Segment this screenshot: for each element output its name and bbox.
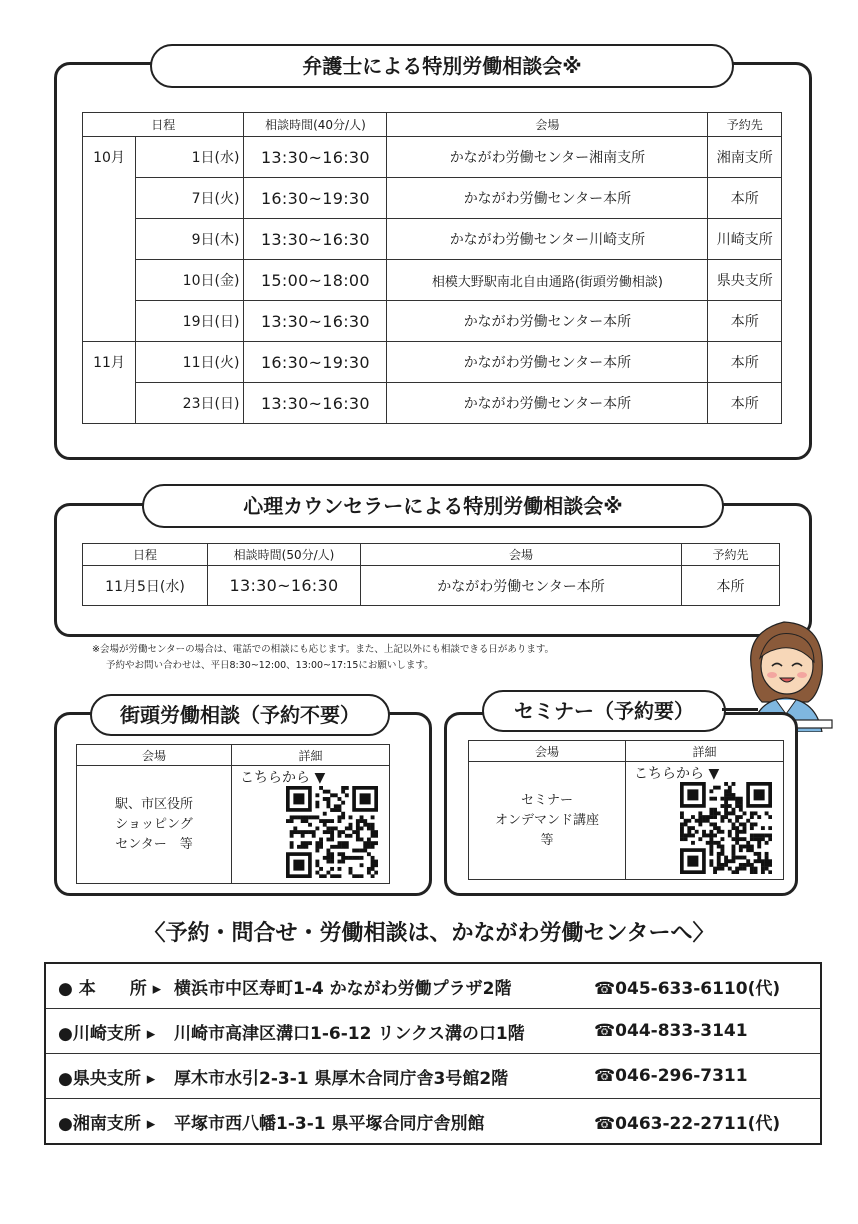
lawyer-schedule-table bbox=[82, 112, 782, 424]
office-name: ● 本 所 ▸ bbox=[58, 978, 162, 999]
office-phone[interactable]: ☎045-633-6110(代) bbox=[594, 978, 781, 999]
street-venue-line: ショッピング bbox=[115, 816, 193, 832]
col-venue: 会場 bbox=[361, 544, 682, 566]
office-address: 横浜市中区寿町1-4 かながわ労働プラザ2階 bbox=[174, 978, 512, 999]
contact-heading: 〈予約・問合せ・労働相談は、かながわ労働センターへ〉 bbox=[143, 921, 715, 946]
time-cell: 13:30~16:30 bbox=[244, 383, 387, 424]
office-row bbox=[46, 1099, 820, 1143]
venue-cell: かながわ労働センター本所 bbox=[387, 342, 708, 383]
table-row bbox=[83, 260, 782, 301]
month-cell: 10月 bbox=[83, 137, 136, 342]
table-row bbox=[83, 178, 782, 219]
street-venue-cell bbox=[77, 766, 232, 884]
office-address: 厚木市水引2-3-1 県厚木合同庁舎3号館2階 bbox=[174, 1068, 509, 1089]
day-cell: 1日(水) bbox=[136, 137, 244, 178]
time-cell: 13:30~16:30 bbox=[244, 137, 387, 178]
table-row bbox=[83, 137, 782, 178]
month-cell: 11月 bbox=[83, 342, 136, 424]
venue-cell: かながわ労働センター川崎支所 bbox=[387, 219, 708, 260]
time-cell: 13:30~16:30 bbox=[208, 566, 361, 606]
street-qr-code[interactable] bbox=[286, 786, 378, 878]
counselor-consultation-title: 心理カウンセラーによる特別労働相談会※ bbox=[142, 484, 724, 528]
table-row bbox=[83, 566, 780, 606]
day-cell: 19日(日) bbox=[136, 301, 244, 342]
office-name: ●湘南支所 ▸ bbox=[58, 1113, 156, 1134]
street-venue-line: 駅、市区役所 bbox=[114, 796, 193, 812]
office-name: ●川崎支所 ▸ bbox=[58, 1023, 156, 1044]
day-cell: 11月5日(水) bbox=[83, 566, 208, 606]
office-phone[interactable]: ☎0463-22-2711(代) bbox=[594, 1113, 781, 1134]
reserve-cell: 湘南支所 bbox=[708, 137, 782, 178]
lawyer-consultation-title: 弁護士による特別労働相談会※ bbox=[150, 44, 734, 88]
col-reserve: 予約先 bbox=[708, 113, 782, 137]
note-line-2: 予約やお問い合わせは、平日8:30~12:00、13:00~17:15にお願いします。 bbox=[106, 660, 434, 671]
reserve-cell: 本所 bbox=[708, 178, 782, 219]
table-row bbox=[83, 342, 782, 383]
office-name: ●県央支所 ▸ bbox=[58, 1068, 156, 1089]
reserve-cell: 県央支所 bbox=[708, 260, 782, 301]
col-time: 相談時間(40分/人) bbox=[244, 113, 387, 137]
col-reserve: 予約先 bbox=[682, 544, 780, 566]
venue-cell: かながわ労働センター本所 bbox=[387, 383, 708, 424]
col-venue: 会場 bbox=[77, 745, 232, 766]
office-list bbox=[44, 962, 822, 1145]
day-cell: 11日(火) bbox=[136, 342, 244, 383]
table-row bbox=[83, 383, 782, 424]
seminar-venue-line: オンデマンド講座 bbox=[494, 812, 599, 828]
reserve-cell: 川崎支所 bbox=[708, 219, 782, 260]
col-time: 相談時間(50分/人) bbox=[208, 544, 361, 566]
col-venue: 会場 bbox=[469, 741, 626, 762]
day-cell: 10日(金) bbox=[136, 260, 244, 301]
time-cell: 16:30~19:30 bbox=[244, 342, 387, 383]
seminar-connector-line bbox=[722, 708, 758, 711]
col-venue: 会場 bbox=[387, 113, 708, 137]
seminar-venue-cell bbox=[469, 762, 626, 880]
reserve-cell: 本所 bbox=[708, 342, 782, 383]
seminar-venue-line: セミナー bbox=[520, 792, 573, 808]
table-row bbox=[83, 219, 782, 260]
street-link-text[interactable]: こちらから ▼ bbox=[240, 770, 326, 786]
reserve-cell: 本所 bbox=[682, 566, 780, 606]
office-address: 川崎市高津区溝口1-6-12 リンクス溝の口1階 bbox=[174, 1023, 525, 1044]
seminar-qr-code[interactable] bbox=[680, 782, 772, 874]
table-row bbox=[83, 301, 782, 342]
street-consultation-title: 街頭労働相談（予約不要） bbox=[90, 694, 390, 736]
office-row bbox=[46, 1054, 820, 1099]
reserve-cell: 本所 bbox=[708, 301, 782, 342]
time-cell: 13:30~16:30 bbox=[244, 301, 387, 342]
time-cell: 15:00~18:00 bbox=[244, 260, 387, 301]
office-phone[interactable]: ☎046-296-7311 bbox=[594, 1066, 748, 1086]
col-date: 日程 bbox=[83, 544, 208, 566]
street-venue-line: センター 等 bbox=[115, 836, 193, 852]
seminar-link-text[interactable]: こちらから ▼ bbox=[634, 766, 720, 782]
counselor-schedule-table bbox=[82, 543, 780, 606]
time-cell: 16:30~19:30 bbox=[244, 178, 387, 219]
day-cell: 23日(日) bbox=[136, 383, 244, 424]
day-cell: 9日(木) bbox=[136, 219, 244, 260]
col-detail: 詳細 bbox=[626, 741, 784, 762]
office-row bbox=[46, 1009, 820, 1054]
reserve-cell: 本所 bbox=[708, 383, 782, 424]
col-date: 日程 bbox=[83, 113, 244, 137]
venue-cell: かながわ労働センター本所 bbox=[387, 178, 708, 219]
day-cell: 7日(火) bbox=[136, 178, 244, 219]
office-phone[interactable]: ☎044-833-3141 bbox=[594, 1021, 748, 1041]
venue-cell: かながわ労働センター湘南支所 bbox=[387, 137, 708, 178]
venue-cell: かながわ労働センター本所 bbox=[361, 566, 682, 606]
seminar-title: セミナー（予約要） bbox=[482, 690, 726, 732]
office-address: 平塚市西八幡1-3-1 県平塚合同庁舎別館 bbox=[174, 1113, 485, 1134]
time-cell: 13:30~16:30 bbox=[244, 219, 387, 260]
venue-cell: 相模大野駅南北自由通路(街頭労働相談) bbox=[387, 260, 708, 301]
office-row bbox=[46, 964, 820, 1009]
note-line-1: ※会場が労働センターの場合は、電話での相談にも応じます。また、上記以外にも相談できる日があります。 bbox=[92, 644, 555, 655]
col-detail: 詳細 bbox=[232, 745, 390, 766]
seminar-venue-line: 等 bbox=[540, 832, 554, 848]
venue-cell: かながわ労働センター本所 bbox=[387, 301, 708, 342]
